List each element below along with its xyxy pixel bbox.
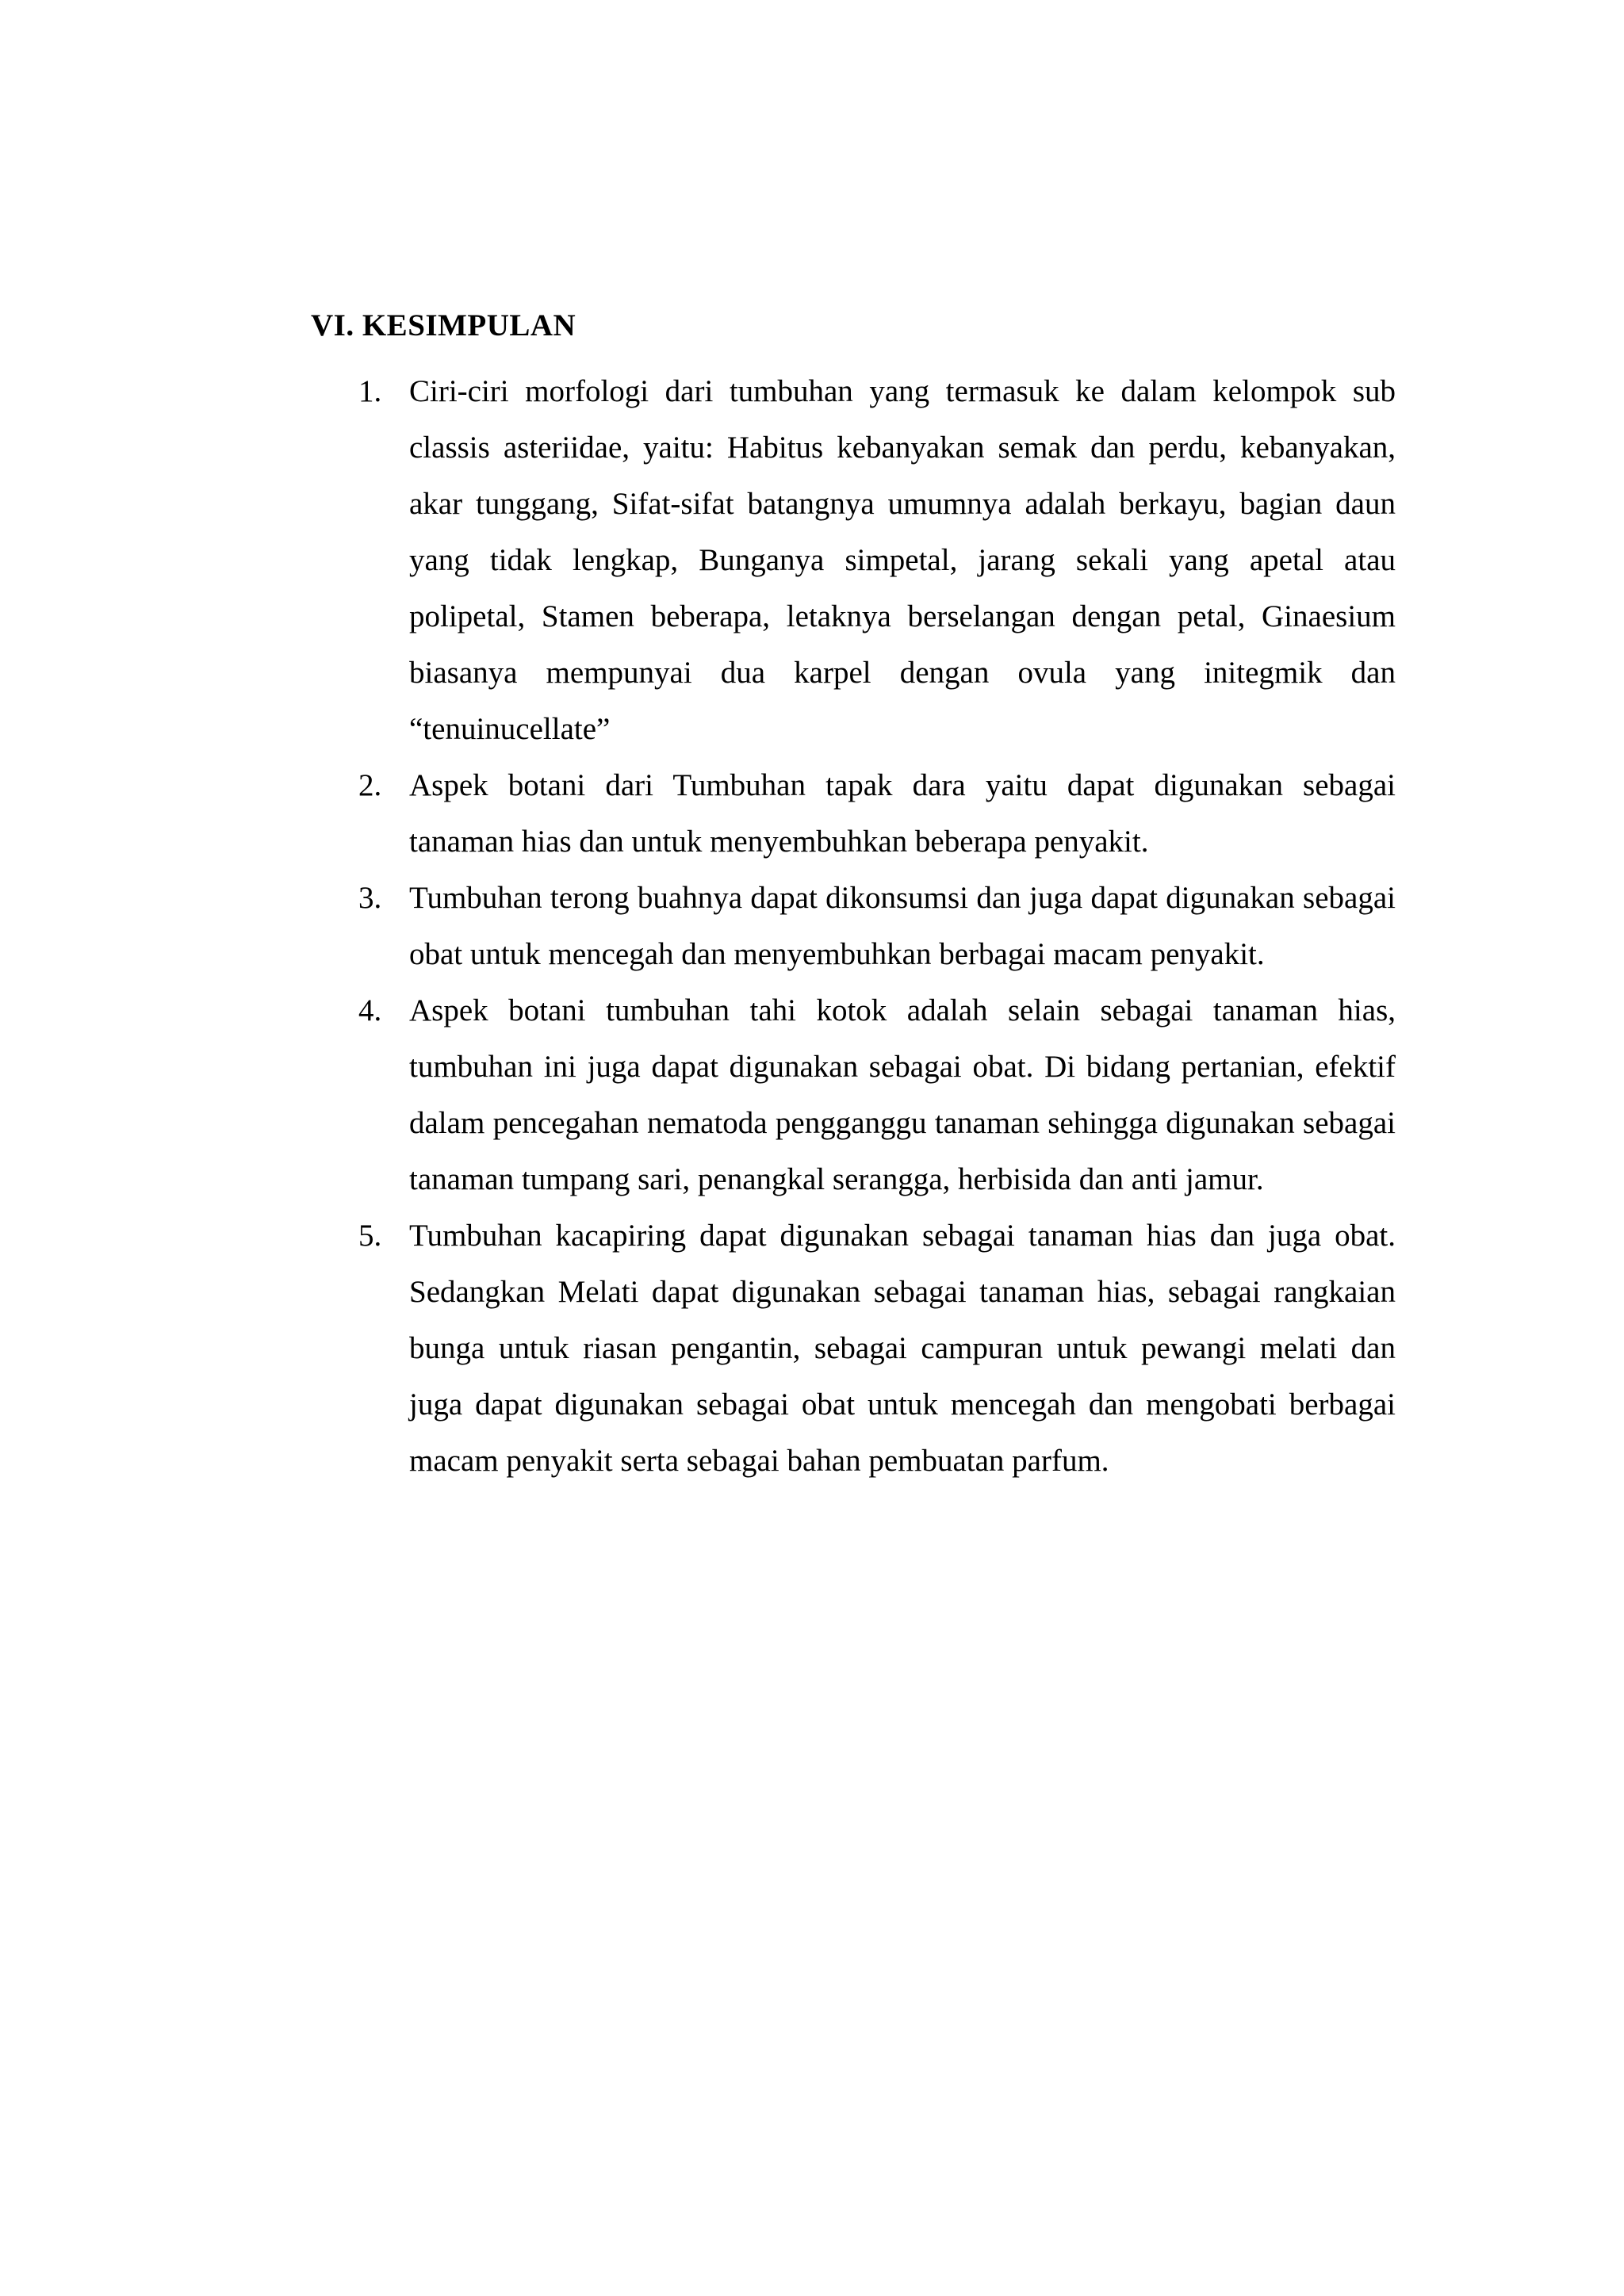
conclusion-item-2: [0, 757, 1624, 870]
section-heading: VI. KESIMPULAN: [311, 308, 576, 342]
conclusion-number-3: 3.: [358, 881, 382, 915]
conclusion-text-5: Tumbuhan kacapiring dapat digunakan sebagai tanaman hias dan juga obat. Sedangkan Melati dapat digunakan sebagai tanaman hias, sebagai rangkaian bunga untuk riasan pengantin, sebagai campuran untuk pewangi melati dan juga dapat digunakan sebagai obat untuk mencegah dan mengobati berbagai macam penyakit serta sebagai bahan pembuatan parfum.: [409, 1219, 1396, 1478]
conclusion-item-4: [0, 982, 1624, 1207]
conclusion-number-1: 1.: [358, 374, 382, 408]
conclusion-item-3: [0, 870, 1624, 982]
conclusion-number-2: 2.: [358, 768, 382, 802]
conclusion-text-4: Aspek botani tumbuhan tahi kotok adalah selain sebagai tanaman hias, tumbuhan ini juga dapat digunakan sebagai obat. Di bidang pertanian, efektif dalam pencegahan nematoda pengganggu tanaman sehingga digunakan sebagai tanaman tumpang sari, penangkal serangga, herbisida dan anti jamur.: [409, 993, 1396, 1196]
conclusion-text-2: Aspek botani dari Tumbuhan tapak dara yaitu dapat digunakan sebagai tanaman hias dan untuk menyembuhkan beberapa penyakit.: [409, 768, 1396, 859]
conclusion-text-3: Tumbuhan terong buahnya dapat dikonsumsi dan juga dapat digunakan sebagai obat untuk mencegah dan menyembuhkan berbagai macam penyakit.: [409, 881, 1396, 971]
conclusion-list: [0, 363, 1624, 1489]
conclusion-number-4: 4.: [358, 993, 382, 1027]
conclusion-item-1: [0, 363, 1624, 757]
conclusion-item-5: [0, 1207, 1624, 1489]
conclusion-number-5: 5.: [358, 1219, 382, 1253]
conclusion-text-1: Ciri-ciri morfologi dari tumbuhan yang termasuk ke dalam kelompok sub classis asteriidae, yaitu: Habitus kebanyakan semak dan perdu, kebanyakan, akar tunggang, Sifat-sifat batangnya umumnya adalah berkayu, bagian daun yang tidak lengkap, Bunganya simpetal, jarang sekali yang apetal atau polipetal, Stamen beberapa, letaknya berselangan dengan petal, Ginaesium biasanya mempunyai dua karpel dengan ovula yang initegmik dan “tenuinucellate”: [409, 374, 1396, 746]
